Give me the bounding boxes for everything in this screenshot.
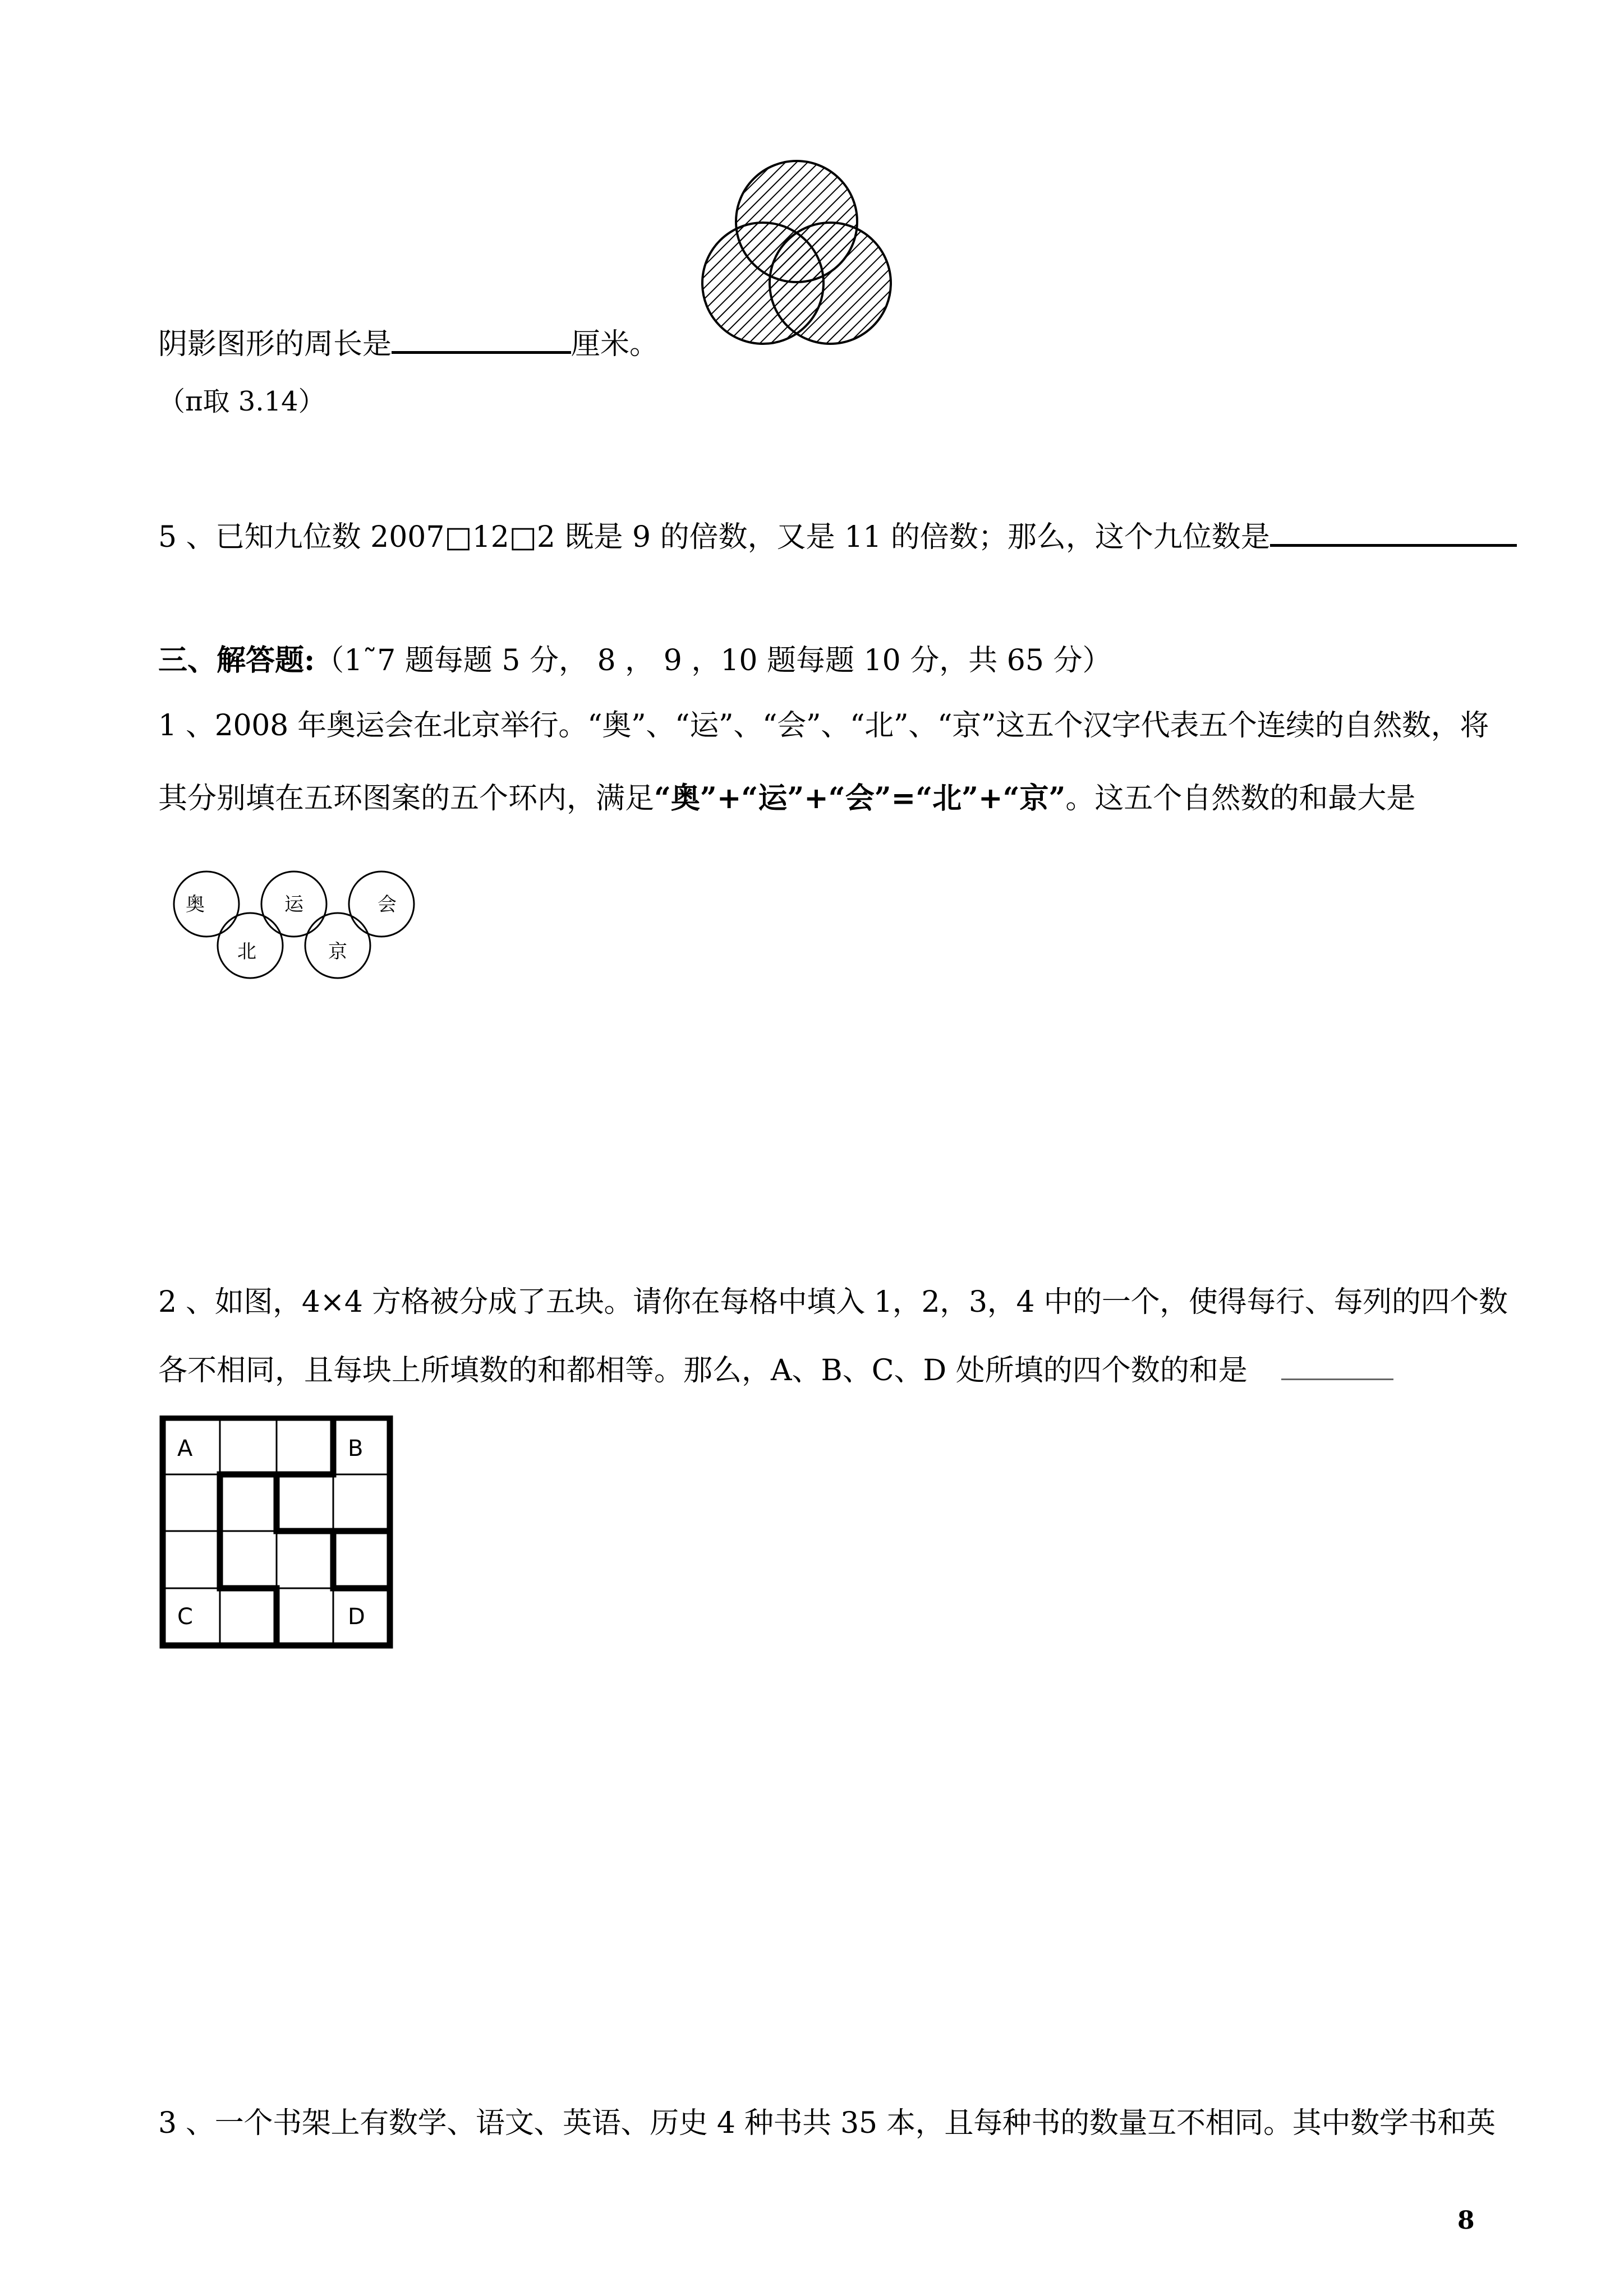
q4-answer-blank[interactable] <box>392 334 571 354</box>
shaded-circles-figure <box>690 157 903 359</box>
ring-label-hui: 会 <box>378 893 397 916</box>
page-number: 8 <box>1457 2206 1475 2235</box>
q4-line1 <box>158 330 659 359</box>
p2-answer-blank[interactable] <box>1281 1362 1393 1380</box>
p1-line1: 1 、2008 年奥运会在北京举行。“奥”、“运”、“会”、“北”、“京”这五个汉字代表五个连续的自然数，将 <box>158 709 1489 743</box>
p1-line2-a: 其分别填在五环图案的五个环内，满足 <box>158 782 655 815</box>
ring-label-yun: 运 <box>284 893 303 916</box>
q5-line <box>158 520 1517 554</box>
p2-line2 <box>158 1356 1393 1385</box>
ring-ao <box>174 872 239 937</box>
grid-4x4-figure <box>157 1416 398 1651</box>
p2-line1: 2 、如图，4×4 方格被分成了五块。请你在每格中填入 1，2，3，4 中的一个，使得每行、每列的四个数 <box>158 1285 1508 1319</box>
p1-line2 <box>158 781 1416 815</box>
p3-line1: 3 、一个书架上有数学、语文、英语、历史 4 种书共 35 本，且每种书的数量互不相同。其中数学书和英 <box>158 2106 1496 2140</box>
section3-scoring: （1˜7 题每题 5 分， 8 ， 9 ，10 题每题 10 分，共 65 分） <box>315 644 1112 677</box>
section3-heading-line <box>158 643 1112 677</box>
ring-label-jing: 京 <box>328 940 347 963</box>
olympic-rings-figure <box>163 864 432 987</box>
p1-line2-c: 。这五个自然数的和最大是 <box>1065 782 1416 815</box>
grid-label-d: D <box>348 1604 365 1630</box>
p1-equation: “奥”+“运”+“会”=“北”+“京” <box>654 781 1066 815</box>
q4-text-before: 阴影图形的周长是 <box>158 328 392 361</box>
q5-text: 5 、已知九位数 2007□12□2 既是 9 的倍数，又是 11 的倍数；那么，这个九位数是 <box>158 520 1270 554</box>
section3-heading: 三、解答题: <box>158 643 315 677</box>
ring-label-bei: 北 <box>237 940 256 963</box>
grid-label-a: A <box>177 1436 193 1461</box>
q5-answer-blank[interactable] <box>1270 527 1517 547</box>
p2-line2-text: 各不相同，且每块上所填数的和都相等。那么，A、B、C、D 处所填的四个数的和是 <box>158 1354 1248 1387</box>
q4-pi-note: （π取 3.14） <box>158 386 325 417</box>
q4-text-after: 厘米。 <box>571 328 659 361</box>
ring-label-ao: 奥 <box>186 893 205 916</box>
circle-right <box>770 223 891 344</box>
grid-label-c: C <box>177 1604 193 1630</box>
grid-label-b: B <box>348 1436 364 1461</box>
